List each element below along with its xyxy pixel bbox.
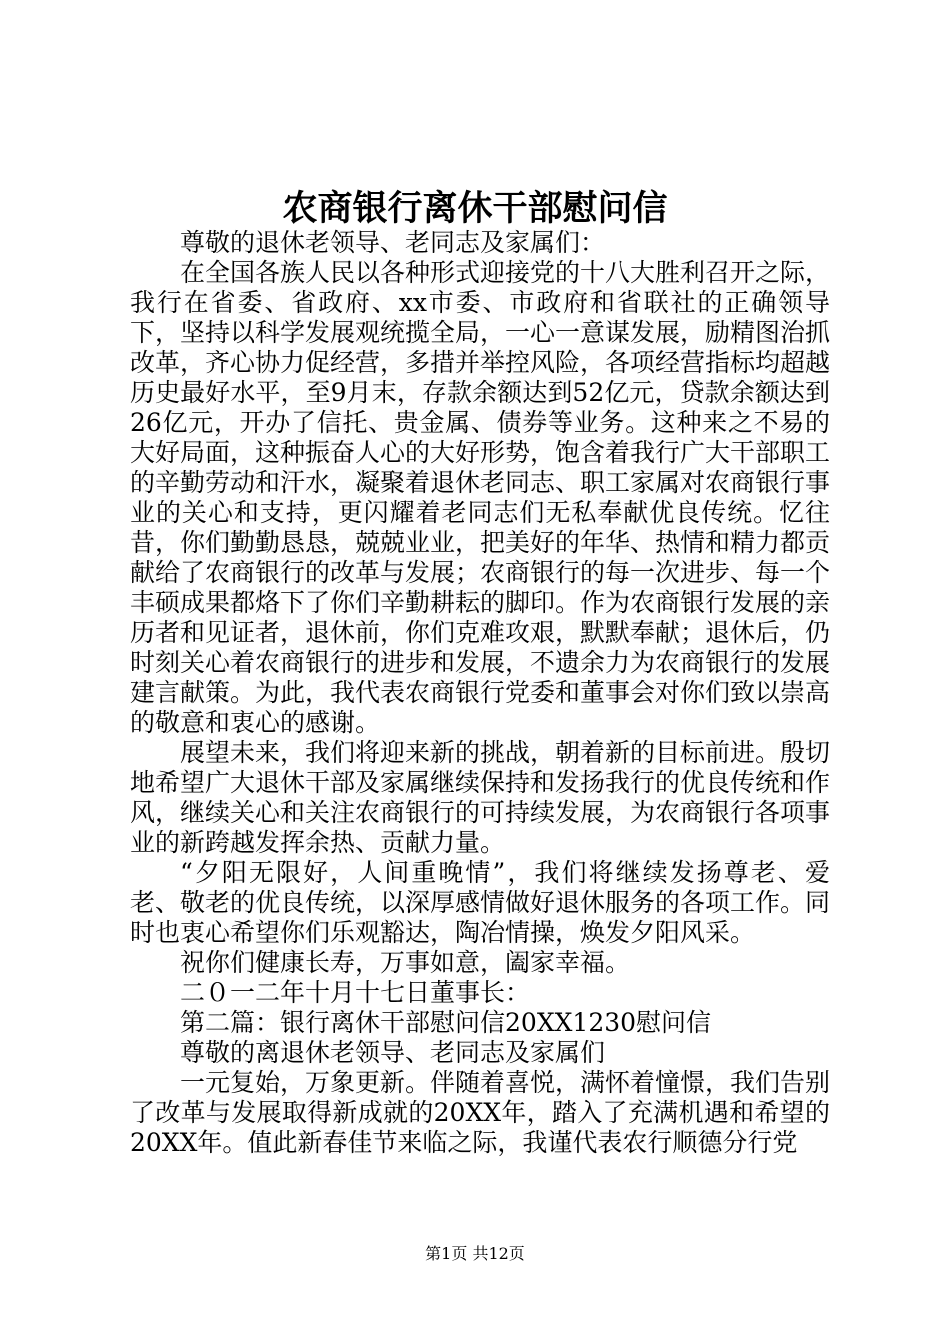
greeting: 尊敬的退休老领导、老同志及家属们：	[180, 228, 606, 257]
letter-body	[130, 228, 830, 1158]
paragraph-new-year: 一元复始，万象更新。伴随着喜悦，满怀着憧憬，我们告别了改革与发展取得新成就的20XX年，踏入了充满机遇和希望的20XX年。值此新春佳节来临之际，我谨代表农行顺德分行党	[130, 1068, 831, 1157]
page-footer: 第1页 共12页	[425, 1244, 525, 1263]
paragraph-achievements: 在全国各族人民以各种形式迎接党的十八大胜利召开之际，我行在省委、省政府、xx市委、市政府和省联社的正确领导下，坚持以科学发展观统揽全局，一心一意谋发展，励精图治抓改革，齐心协力促经营，多措并举控风险，各项经营指标均超越历史最好水平，至9月末，存款余额达到52亿元，贷款余额达到26亿元，开办了信托、贵金属、债券等业务。这种来之不易的大好局面，这种振奋人心的大好形势，饱含着我行广大干部职工的辛勤劳动和汗水，凝聚着退休老同志、职工家属对农商银行事业的关心和支持，更闪耀着老同志们无私奉献优良传统。忆往昔，你们勤勤恳恳，兢兢业业，把美好的年华、热情和精力都贡献给了农商银行的改革与发展；农商银行的每一次进步、每一个丰硕成果都烙下了你们辛勤耕耘的脚印。作为农商银行发展的亲历者和见证者，退休前，你们克难攻艰，默默奉献；退休后，仍时刻关心着农商银行的进步和发展，不遗余力为农商银行的发展建言献策。为此，我代表农商银行党委和董事会对你们致以崇高的敬意和衷心的感谢。	[130, 258, 831, 737]
paragraph-outlook: 展望未来，我们将迎来新的挑战，朝着新的目标前进。殷切地希望广大退休干部及家属继续保持和发扬我行的优良传统和作风，继续关心和关注农商银行的可持续发展，为农商银行各项事业的新跨越发挥余热、贡献力量。	[130, 738, 831, 857]
greeting-second: 尊敬的离退休老领导、老同志及家属们	[180, 1038, 606, 1067]
page-title: 农商银行离休干部慰问信	[282, 188, 668, 229]
paragraph-tradition: “夕阳无限好，人间重晚情”，我们将继续发扬尊老、爱老、敬老的优良传统，以深厚感情做好退休服务的各项工作。同时也衷心希望你们乐观豁达，陶冶情操，焕发夕阳风采。	[130, 858, 831, 947]
section-heading-second: 第二篇：银行离休干部慰问信20XX1230慰问信	[180, 1008, 712, 1037]
signature-date: 二０一二年十月十七日董事长：	[180, 978, 531, 1007]
paragraph-wishes: 祝你们健康长寿，万事如意，阖家幸福。	[180, 948, 631, 977]
